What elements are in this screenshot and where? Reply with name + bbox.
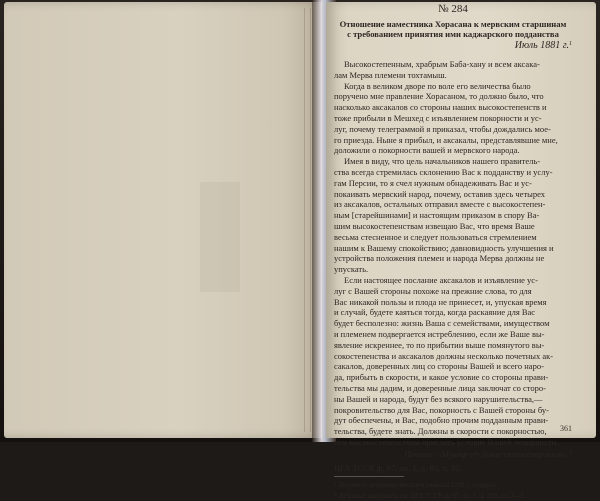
text-line: ны Вашей и народа, будут без всякого нарушительства,— [334,393,543,404]
paragraph [334,81,572,157]
page-number: 361 [560,424,572,433]
footnote-marker: 2 [569,449,572,456]
document-date [334,39,572,51]
signature-line [334,448,572,460]
text-line: покаивать мервский народ, почему, оставив здесь четырех [334,188,546,199]
text-line: луг, почему телеграммой я приказал, чтобы дождались мое- [334,123,551,134]
left-page [4,2,322,438]
document-body [334,59,572,448]
text-line: сакалов, доверенных лиц со стороны Вашей и всего наро- [334,361,544,372]
signature-text: Печать: «Мушир уд-Довле сепахсалар азам». [404,448,569,459]
paragraph [334,59,572,81]
text-line: го приезда. Ныне я прибыл, и аксакалы, представлявшие мне, [334,134,558,145]
footnote [334,491,572,501]
text-line: из аксакалов, остальных отправил вместе с высокостепен- [334,199,546,210]
date-text: Июль 1881 г. [514,40,569,51]
text-line: гам Персии, то я счел нужным обнадеживать Вас и ус- [334,177,532,188]
text-line: тельства мы дадим, и доверенные лица заключат со сторо- [334,382,546,393]
text-line: шим высокостепенствам извещаю Вас, что время Ваше [334,220,535,231]
text-line: насколько аксакалов со стороны наших высокостепенств и [334,102,547,113]
text-line: сокостепенства и аксакалов должны несколько почетных ак- [334,350,554,361]
text-line: да, прибыть в скорости, и какое условие со стороны прави- [334,372,549,383]
footnote-text: Дубликат документа см. ЦГА ТССР, ф. 97, оп. 1, д. 259, лл. 2—3. [338,492,526,500]
text-line: Высокостепенным, храбрым Баба-хану и всем аксака- [344,59,540,69]
text-line: тельства, будете знать. Должны в скорости с покорностью, [334,426,547,437]
text-line: Вас никакой пользы и плода не принесет, и, упуская время [334,296,547,307]
text-line: ства всегда стремилась склонению Вас к подданству и услу- [334,166,553,177]
footnotes [334,480,572,501]
title-line: с требованием принятия ими каджарского подданства [347,29,559,39]
footnote-divider [334,476,404,477]
footnote-marker: 1 [569,41,572,47]
text-line: и случай, будете каяться тогда, когда раскаяние для Вас [334,307,536,318]
text-line: тоже прибыли в Мешхед с изъявлением покорности и ус- [334,112,542,123]
text-line: устройства положения племен и народа Мерва должны не [334,253,545,264]
show-through-text [200,182,240,292]
footnote-index: 2 [334,491,337,498]
footnote [334,480,572,490]
text-line: нашим к Вашему спокойствию; давновидность улучшения и [334,242,554,253]
text-line: явление искреннее, то по прибытии выше помянутого вы- [334,339,545,350]
text-line: луг с Вашей стороны похоже на прежние слова, то для [334,285,532,296]
text-line: Когда в великом дворе по воле его величества было [344,80,531,91]
text-line: весьма стесненное и следует пользоваться стремлением [334,231,537,242]
text-line: дут обеспечены, и Вас, подобно прочим подданным прави- [334,415,549,426]
document-text [334,3,572,501]
text-line: лам Мерва племени тохтамыш. [334,69,447,80]
page-edge-line [310,8,311,432]
paragraph [334,275,572,448]
text-line: поручено мне правление Хорасаном, то должно было, что [334,91,544,102]
text-line: ным [старейшинами] и настоящим приказом в спору Ва- [334,210,540,221]
text-line: Имея в виду, что цель начальников нашего правитель- [344,156,541,167]
paragraph [334,156,572,275]
footnote-index: 1 [334,481,337,488]
text-line: упускать. [334,264,369,275]
document-title [334,19,572,39]
text-line: тем высокостепенством прислать условие Вашей покорности. [334,436,559,447]
page-edge-line [304,8,305,432]
text-line: Если настоящее послание аксакалов и изъявление ус- [344,274,538,285]
document-number: № 284 [438,3,468,15]
text-line: будет бесполезно: жизнь Ваша с семействами, имуществом [334,318,550,329]
text-line: и племенем подвергается истреблению, если же Ваше вы- [334,328,545,339]
footnote-text: Документ датирован месяцем рамазан 1298 г. хиджры. [338,482,497,490]
title-line: Отношение наместника Хорасана к мервским старшинам [339,19,567,29]
archive-reference: ЦГА ТССР, ф. 97, оп. 1, д. 88, л. 32. [334,463,462,474]
text-line: покровительство для Вас, покорность с Вашей стороны бу- [334,404,549,415]
text-line: доложили о покорности вашей и мервского народа. [334,145,520,156]
